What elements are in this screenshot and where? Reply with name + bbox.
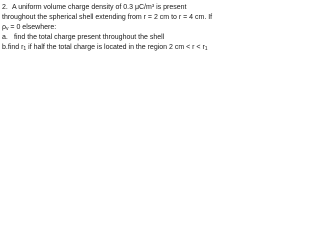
problem-number: 2. bbox=[2, 4, 8, 11]
part-b-subscript-1: 1 bbox=[23, 46, 27, 52]
rho-subscript: v bbox=[5, 26, 9, 32]
part-b-text bbox=[8, 43, 208, 54]
part-b-text-prefix: find r bbox=[7, 44, 24, 51]
problem-statement-line-2: throughout the spherical shell extending from r = 2 cm to r = 4 cm. If bbox=[2, 14, 213, 21]
problem-statement-line-1: A uniform volume charge density of 0.3 μC/m³ is present bbox=[12, 4, 187, 11]
part-a-text: find the total charge present throughout the shell bbox=[14, 34, 165, 41]
part-b-subscript-2: 1 bbox=[204, 46, 208, 52]
part-b bbox=[2, 43, 208, 53]
part-a bbox=[2, 33, 200, 43]
part-b-text-middle: if half the total charge is located in the region 2 cm < r < r bbox=[26, 44, 205, 51]
rho-symbol: ρ bbox=[2, 24, 6, 31]
problem-statement-line-3 bbox=[2, 23, 200, 33]
elsewhere-condition: = 0 elsewhere: bbox=[8, 24, 57, 31]
problem-text-block bbox=[0, 0, 213, 58]
problem-line-1 bbox=[2, 3, 200, 13]
part-a-label: a. bbox=[2, 34, 8, 41]
part-b-label: b. bbox=[2, 44, 8, 51]
